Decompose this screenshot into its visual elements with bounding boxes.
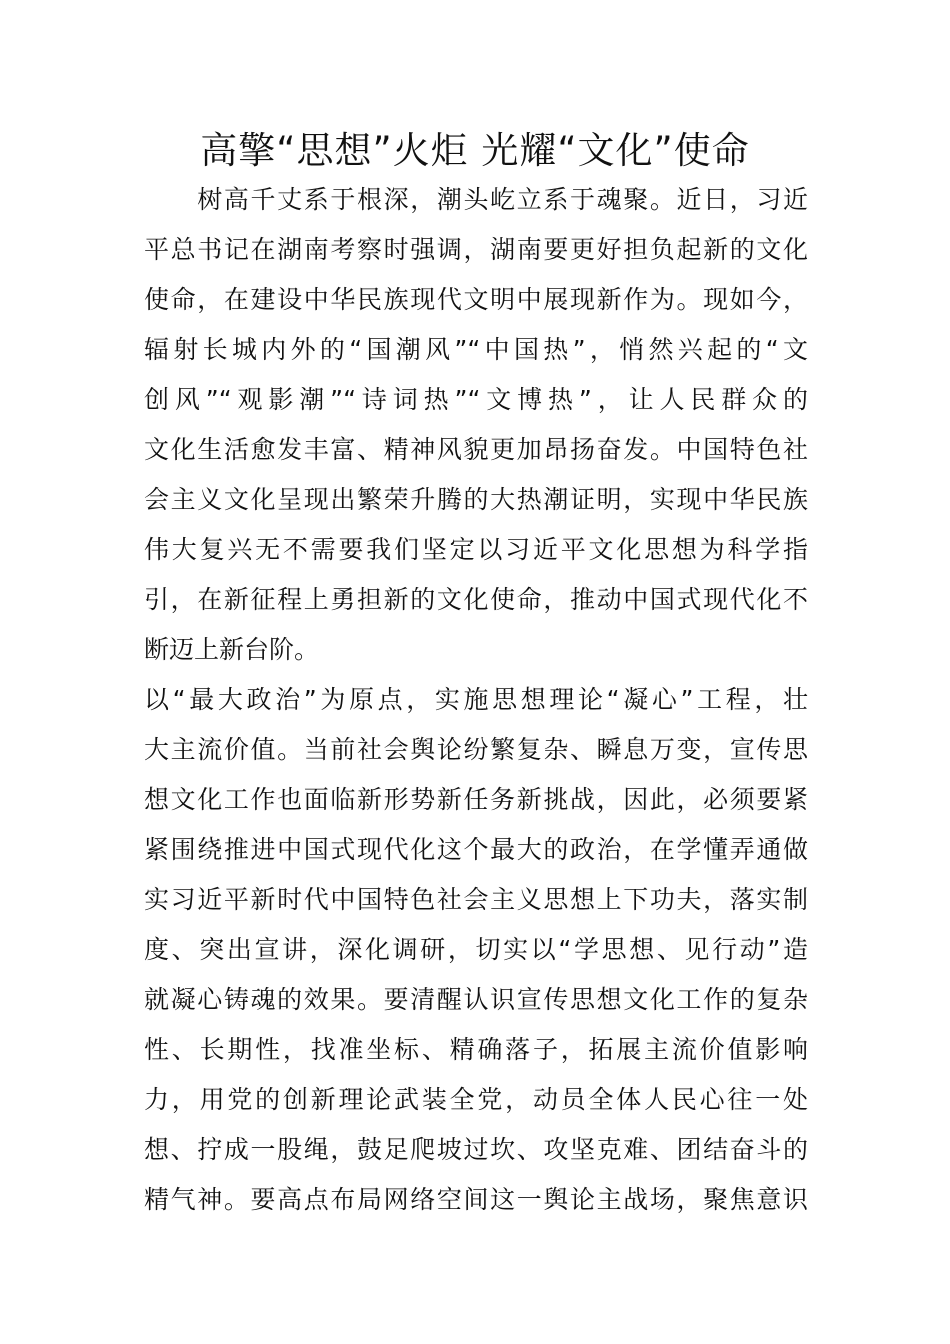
text-line: 树高千丈系于根深，潮头屹立系于魂聚。近日，习近 <box>144 185 808 214</box>
text-line: 想文化工作也面临新形势新任务新挑战，因此，必须要紧 <box>144 785 808 814</box>
text-line: 引，在新征程上勇担新的文化使命，推动中国式现代化不 <box>144 585 808 614</box>
text-line: 断迈上新台阶。 <box>144 635 320 664</box>
document-title: 高擎“思想”火炬 光耀“文化”使命 <box>200 129 750 172</box>
text-line: 大主流价值。当前社会舆论纷繁复杂、瞬息万变，宣传思 <box>144 735 808 764</box>
text-line: 平总书记在湖南考察时强调，湖南要更好担负起新的文化 <box>144 235 808 264</box>
text-line: 文化生活愈发丰富、精神风貌更加昂扬奋发。中国特色社 <box>144 435 808 464</box>
text-line: 想、拧成一股绳，鼓足爬坡过坎、攻坚克难、团结奋斗的 <box>144 1135 808 1164</box>
text-line: 会主义文化呈现出繁荣升腾的大热潮证明，实现中华民族 <box>144 485 808 514</box>
text-line: 力，用党的创新理论武装全党，动员全体人民心往一处 <box>144 1085 808 1114</box>
text-line: 精气神。要高点布局网络空间这一舆论主战场，聚焦意识 <box>144 1185 808 1214</box>
text-line: 以“最大政治”为原点，实施思想理论“凝心”工程，壮 <box>144 685 808 714</box>
text-line: 辐射长城内外的“国潮风”“中国热”，悄然兴起的“文 <box>144 335 808 364</box>
text-line: 性、长期性，找准坐标、精确落子，拓展主流价值影响 <box>144 1035 808 1064</box>
text-line: 度、突出宣讲，深化调研，切实以“学思想、见行动”造 <box>144 935 808 964</box>
text-line: 实习近平新时代中国特色社会主义思想上下功夫，落实制 <box>144 885 808 914</box>
text-line: 紧围绕推进中国式现代化这个最大的政治，在学懂弄通做 <box>144 835 808 864</box>
text-line: 创风”“观影潮”“诗词热”“文博热”，让人民群众的 <box>144 385 808 414</box>
text-line: 使命，在建设中华民族现代文明中展现新作为。现如今， <box>144 285 808 314</box>
text-line: 伟大复兴无不需要我们坚定以习近平文化思想为科学指 <box>144 535 808 564</box>
text-line: 就凝心铸魂的效果。要清醒认识宣传思想文化工作的复杂 <box>144 985 808 1014</box>
